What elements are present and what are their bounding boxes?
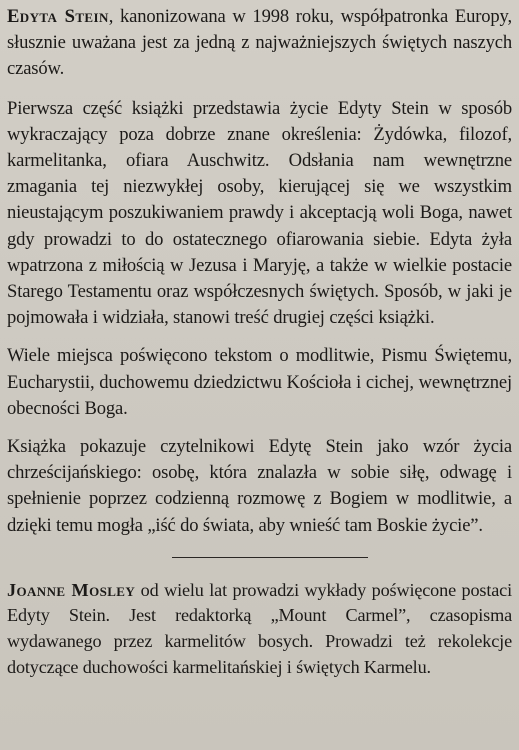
book-summary-paragraph: Pierwsza część książki przedstawia życie Edyty Stein w sposób wykraczający poza dobrze znane określenia: Żydówka, filozof, karmelitanka, ofiara Auschwitz. Odsłania nam wewnętrzne zmagania tej niezwykłej osoby, kierującej się we wszystkim nieustającym poszukiwaniem prawdy i akceptacją woli Boga, nawet gdy prowadzi to do ostatecznego ofiarowania siebie. Edyta żyła wpatrzona z miłością w Jezusa i Maryję, a także w wielkie postacie Starego Testamentu oraz współczesnych świętych. Sposób, w jaki je pojmowała i widziała, stanowi treść drugiej części książki. bbox=[7, 97, 512, 329]
intro-text: , kanonizowana w 1998 roku, współpatronka Europy, słusznie uważana jest za jedną z najważniejszych świętych naszych czasów. bbox=[7, 6, 512, 80]
closing-paragraph: Książka pokazuje czytelnikowi Edytę Stein jako wzór życia chrześcijańskiego: osobę, która znalazła w sobie siłę, odwagę i spełnienie poprzez codzienną rozmowę z Bogiem w modlitwie, a dzięki temu mogła „iść do świata, aby wnieść tam Boskie życie”. bbox=[7, 436, 512, 536]
author-bio-text: od wielu lat prowadzi wykłady poświęcone postaci Edyty Stein. Jest redaktorką „Mount Carmel”, czasopisma wydawanego przez karmelitów bosych. Prowadzi też rekolekcje dotyczące duchowości karmelitańskiej i świętych Karmelu. bbox=[7, 579, 512, 677]
subject-name: Edyta Stein bbox=[7, 6, 109, 27]
section-divider bbox=[172, 557, 368, 558]
author-bio bbox=[7, 578, 512, 680]
intro-paragraph bbox=[7, 4, 512, 83]
author-name: Joanne Mosley bbox=[7, 579, 136, 600]
back-cover-text bbox=[7, 4, 512, 692]
topics-paragraph: Wiele miejsca poświęcono tekstom o modlitwie, Pismu Świętemu, Eucharystii, duchowemu dziedzictwu Kościoła i cichej, wewnętrznej obecności Boga. bbox=[7, 345, 512, 419]
